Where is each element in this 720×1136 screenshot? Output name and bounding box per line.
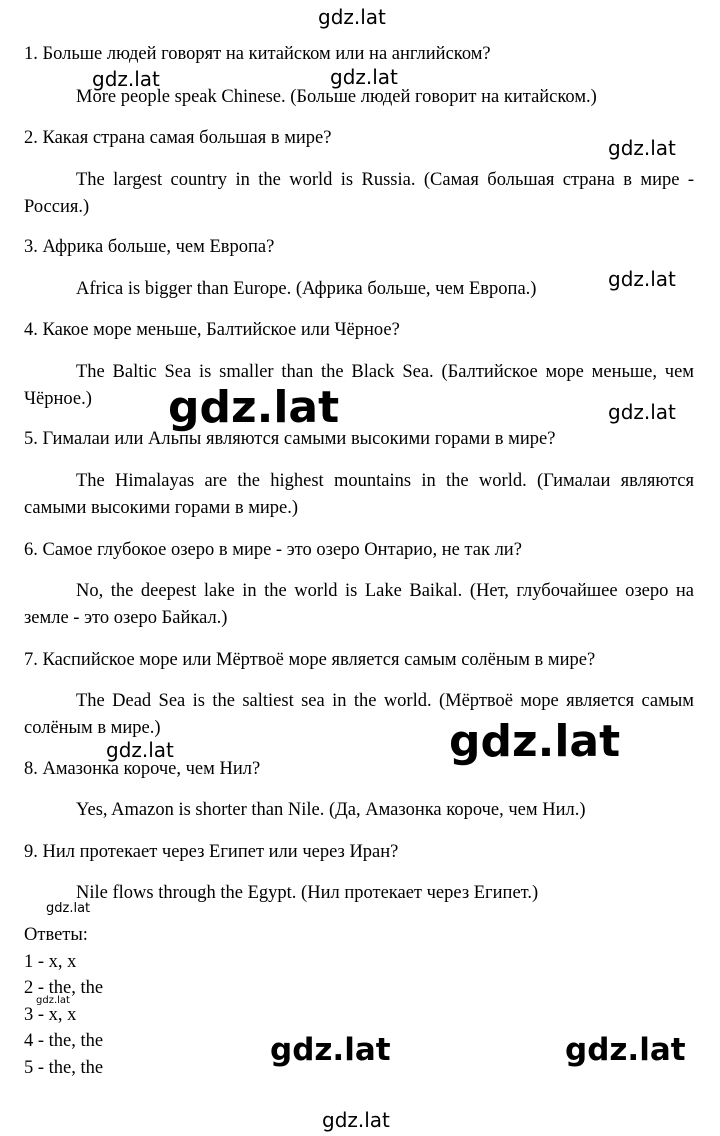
watermark: gdz.lat <box>608 267 676 291</box>
question-5: 5. Гималаи или Альпы являются самыми высокими горами в мире? <box>24 429 556 449</box>
watermark-large: gdz.lat <box>168 382 340 433</box>
answer-8: Yes, Amazon is shorter than Nile. (Да, Амазонка короче, чем Нил.) <box>76 800 586 820</box>
answer-4: The Baltic Sea is smaller than the Black Sea. (Балтийское море меньше, чем Чёрное.) <box>24 362 694 409</box>
watermark: gdz.lat <box>318 5 386 29</box>
question-2: 2. Какая страна самая большая в мире? <box>24 128 332 148</box>
watermark: gdz.lat <box>46 901 91 916</box>
question-3: 3. Африка больше, чем Европа? <box>24 237 275 257</box>
question-6: 6. Самое глубокое озеро в мире - это озеро Онтарио, не так ли? <box>24 540 522 560</box>
answer-9: Nile flows through the Egypt. (Нил протекает через Египет.) <box>76 883 539 903</box>
answer-key-5: 5 - the, the <box>24 1058 104 1078</box>
watermark: gdz.lat <box>330 65 398 89</box>
watermark: gdz.lat <box>92 67 160 91</box>
watermark-large: gdz.lat <box>449 716 621 767</box>
question-7: 7. Каспийское море или Мёртвоё море является самым солёным в мире? <box>24 650 596 670</box>
watermark-medium: gdz.lat <box>565 1032 686 1068</box>
answer-key-3: 3 - x, x <box>24 1005 77 1025</box>
watermark: gdz.lat <box>608 136 676 160</box>
question-1: 1. Больше людей говорят на китайском или на английском? <box>24 44 491 64</box>
answer-1: More people speak Chinese. (Больше людей говорит на китайском.) <box>76 87 597 107</box>
watermark: gdz.lat <box>36 995 70 1006</box>
watermark: gdz.lat <box>106 738 174 762</box>
watermark: gdz.lat <box>608 400 676 424</box>
question-4: 4. Какое море меньше, Балтийское или Чёрное? <box>24 320 400 340</box>
question-9: 9. Нил протекает через Египет или через Иран? <box>24 842 399 862</box>
answer-6: No, the deepest lake in the world is Lake Baikal. (Нет, глубочайшее озеро на земле - это озеро Байкал.) <box>24 581 694 628</box>
question-8: 8. Амазонка короче, чем Нил? <box>24 759 261 779</box>
answer-3: Africa is bigger than Europe. (Африка больше, чем Европа.) <box>76 279 537 299</box>
answer-key-2: 2 - the, the <box>24 978 104 998</box>
watermark-medium: gdz.lat <box>270 1032 391 1068</box>
answers-heading: Ответы: <box>24 925 88 945</box>
answer-key-4: 4 - the, the <box>24 1031 104 1051</box>
answer-7: The Dead Sea is the saltiest sea in the world. (Мёртвоё море является самым солёным в мире.) <box>24 691 694 738</box>
watermark: gdz.lat <box>322 1108 390 1132</box>
answer-5: The Himalayas are the highest mountains in the world. (Гималаи являются самыми высокими горами в мире.) <box>24 471 694 518</box>
answer-key-1: 1 - x, x <box>24 952 77 972</box>
answer-2: The largest country in the world is Russia. (Самая большая страна в мире - Россия.) <box>24 170 694 217</box>
